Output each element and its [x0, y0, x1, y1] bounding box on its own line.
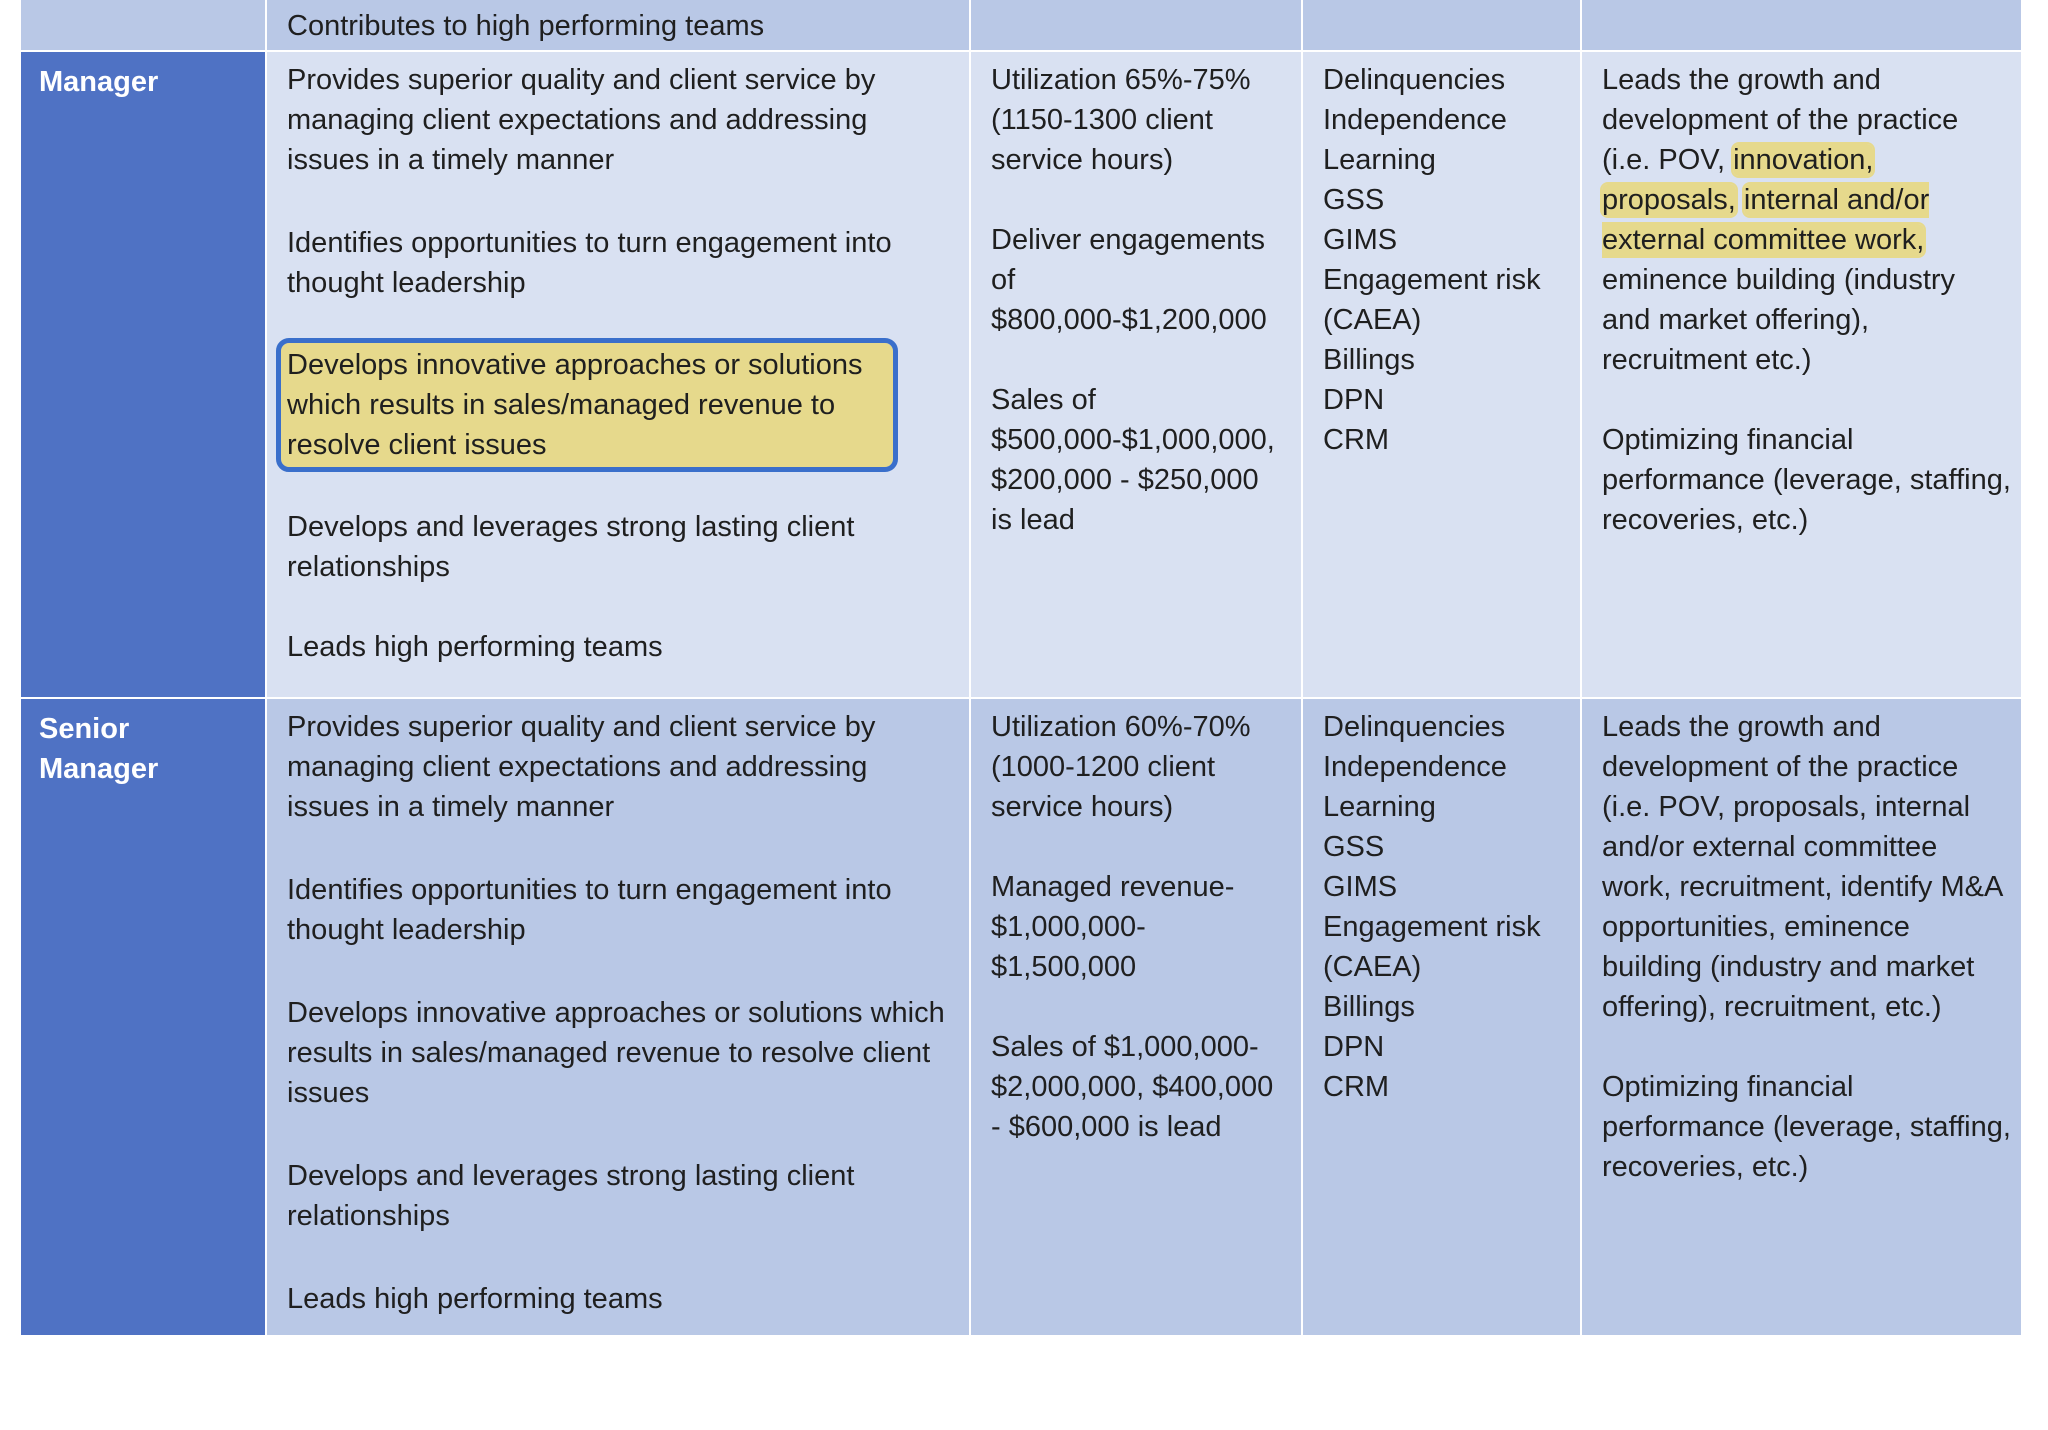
manager-compliance-item: GSS: [1323, 184, 1385, 216]
senior-manager-metric-1: Utilization 60%-70% (1000-1200 client service hours): [991, 711, 1251, 823]
manager-practice-cell: [1582, 52, 2021, 697]
manager-behavior-4: Develops and leverages strong lasting client relationships: [287, 511, 855, 583]
senior-manager-financial-text: Optimizing financial performance (leverage, staffing, recoveries, etc.): [1602, 1071, 2011, 1183]
senior-manager-compliance-item: Delinquencies: [1323, 711, 1506, 743]
manager-compliance-item: Billings: [1323, 344, 1415, 376]
manager-compliance-item: GIMS: [1323, 224, 1398, 256]
manager-practice-post: eminence building (industry and market offering), recruitment etc.): [1602, 264, 1956, 376]
manager-practice-text: [1602, 60, 2011, 380]
senior-manager-behaviors-cell: [267, 699, 969, 1335]
senior-manager-compliance-item: GSS: [1323, 831, 1385, 863]
top-row-behaviors-text: Contributes to high performing teams: [287, 10, 765, 42]
highlight-committee-work: internal and/or external committee work,: [1602, 184, 1930, 256]
manager-compliance-list: [1323, 60, 1564, 460]
manager-metric-3: Sales of $500,000-$1,000,000, $200,000 - $250,000 is lead: [991, 384, 1275, 536]
highlight-proposals: proposals,: [1602, 184, 1736, 216]
senior-manager-compliance-item: Billings: [1323, 991, 1415, 1023]
senior-manager-compliance-item: GIMS: [1323, 871, 1398, 903]
manager-compliance-item: DPN: [1323, 384, 1385, 416]
senior-manager-compliance-cell: [1303, 699, 1580, 1335]
senior-manager-metrics-cell: [971, 699, 1301, 1335]
senior-manager-behavior-1: Provides superior quality and client service by managing client expectations and addressing issues in a timely manner: [287, 711, 876, 823]
manager-compliance-item: CRM: [1323, 424, 1390, 456]
top-row-role-cell: [21, 0, 265, 50]
senior-manager-behavior-2: Identifies opportunities to turn engagement into thought leadership: [287, 874, 892, 946]
top-row-compliance-cell: [1303, 0, 1580, 50]
manager-practice-pre: Leads the growth and development of the practice (i.e. POV,: [1602, 64, 1959, 176]
manager-metrics-cell: [971, 52, 1301, 697]
senior-manager-compliance-item: Learning: [1323, 791, 1436, 823]
manager-compliance-item: Engagement risk (CAEA): [1323, 264, 1541, 336]
manager-role-cell: [21, 52, 265, 697]
senior-manager-metric-2: Managed revenue- $1,000,000- $1,500,000: [991, 871, 1235, 983]
senior-manager-behavior-4: Develops and leverages strong lasting client relationships: [287, 1160, 855, 1232]
manager-metric-1: Utilization 65%-75% (1150-1300 client service hours): [991, 64, 1251, 176]
top-row-behaviors-cell: [267, 0, 969, 50]
manager-behavior-3-wrap: [287, 343, 957, 467]
top-row-practice-cell: [1582, 0, 2021, 50]
senior-manager-role-label: Senior Manager: [39, 713, 159, 785]
highlight-innovation: innovation,: [1733, 144, 1874, 176]
top-row-metrics-cell: [971, 0, 1301, 50]
manager-behavior-1: Provides superior quality and client service by managing client expectations and addressing issues in a timely manner: [287, 64, 876, 176]
manager-compliance-item: Learning: [1323, 144, 1436, 176]
manager-compliance-item: Delinquencies: [1323, 64, 1506, 96]
manager-compliance-item: Independence: [1323, 104, 1507, 136]
senior-manager-behavior-5: Leads high performing teams: [287, 1283, 663, 1315]
manager-role-label: Manager: [39, 66, 159, 98]
senior-manager-practice-text: Leads the growth and development of the practice (i.e. POV, proposals, internal and/or external committee work, recruitment, identify M&A opportunities, eminence building (industry and market offering), recruitment, etc.): [1602, 711, 2002, 1023]
senior-manager-role-cell: [21, 699, 265, 1335]
senior-manager-practice-cell: [1582, 699, 2021, 1335]
manager-behavior-2: Identifies opportunities to turn engagement into thought leadership: [287, 227, 892, 299]
senior-manager-compliance-item: Independence: [1323, 751, 1507, 783]
manager-metric-2: Deliver engagements of $800,000-$1,200,000: [991, 224, 1267, 336]
manager-financial-text: Optimizing financial performance (leverage, staffing, recoveries, etc.): [1602, 424, 2011, 536]
senior-manager-compliance-item: CRM: [1323, 1071, 1390, 1103]
senior-manager-compliance-list: [1323, 707, 1564, 1107]
senior-manager-behavior-3: Develops innovative approaches or solutions which results in sales/managed revenue to resolve client issues: [287, 997, 945, 1109]
senior-manager-compliance-item: DPN: [1323, 1031, 1385, 1063]
senior-manager-metric-3: Sales of $1,000,000- $2,000,000, $400,000 - $600,000 is lead: [991, 1031, 1274, 1143]
manager-practice-space-2: [1736, 184, 1744, 216]
manager-behavior-3-selected[interactable]: Develops innovative approaches or solutions which results in sales/managed revenue to resolve client issues: [281, 343, 893, 467]
manager-compliance-cell: [1303, 52, 1580, 697]
competency-table: [21, 0, 2019, 1331]
senior-manager-compliance-item: Engagement risk (CAEA): [1323, 911, 1541, 983]
manager-behaviors-cell: [267, 52, 969, 697]
manager-behavior-5: Leads high performing teams: [287, 631, 663, 663]
